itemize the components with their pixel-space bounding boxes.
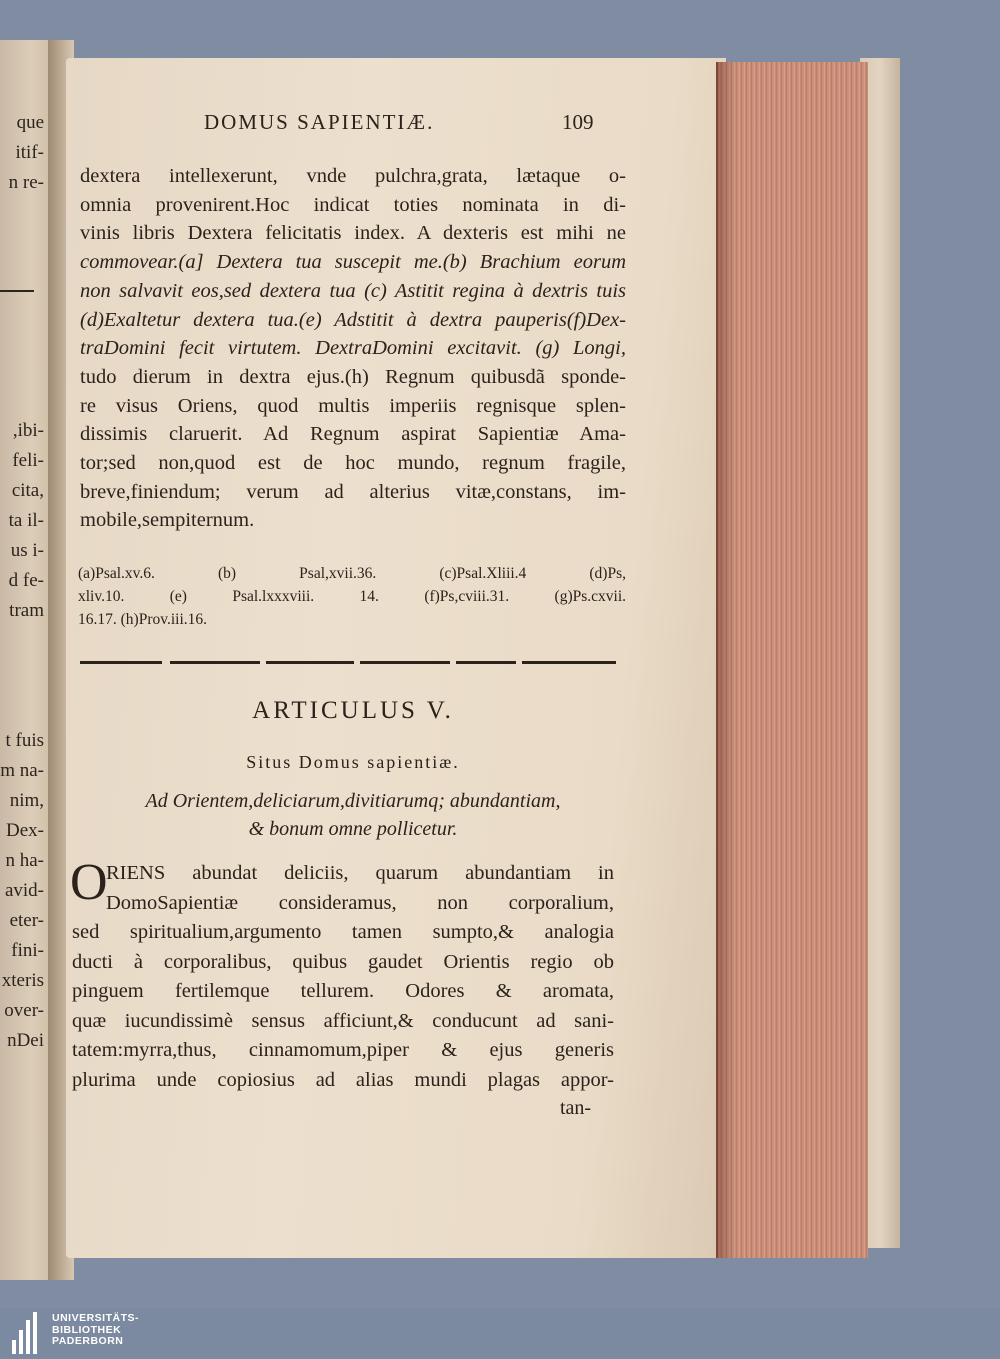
previous-page-fragment: nDei [7,1030,44,1051]
text-line: omnia provenirent.Hoc indicat toties nominata in di- [80,193,626,216]
previous-page [0,40,53,1280]
text-line: non salvavit eos,sed dextera tua (c) Astitit regina à dextris tuis [80,279,626,302]
previous-page-fragment: n ha- [5,850,44,871]
logo-bar [12,1340,16,1354]
previous-page-fragment: Dex- [6,820,44,841]
library-logo-icon [10,1312,46,1354]
logo-bar [19,1330,23,1354]
page-edges [716,62,868,1258]
previous-page-fragment: over- [4,1000,44,1021]
footer-bar [0,1308,1000,1359]
rule-segment [266,661,354,664]
article-subtitle: Situs Domus sapientiæ. [246,752,460,772]
previous-page-fragment: nim, [9,790,44,811]
body-line: pinguem fertilemque tellurem. Odores & aromata, [72,980,614,1002]
previous-page-rule [0,290,34,292]
previous-page-fragment: tram [9,600,44,621]
previous-page-fragment: cita, [11,480,44,501]
previous-page-fragment: m na- [0,760,44,781]
footnote-line: xliv.10. (e) Psal.lxxxviii. 14. (f)Ps,cviii.31. (g)Ps.cxvii. [78,588,626,605]
text-line: tor;sed non,quod est de hoc mundo, regnum fragile, [80,452,626,474]
text-line: traDomini fecit virtutem. DextraDomini excitavit. (g) Longi, [80,337,626,360]
logo-line: BIBLIOTHEK [52,1323,122,1336]
previous-page-fragment: itif- [15,142,44,163]
page-header [0,110,1000,140]
body-line: plurima unde copiosius ad alias mundi plagas appor- [72,1068,614,1091]
body-line: quæ iucundissimè sensus afficiunt,& conducunt ad sani- [72,1009,614,1032]
body-line: RIENS abundat deliciis, quarum abundantiam in [106,862,614,884]
rule-segment [360,661,450,664]
previous-page-fragment: que [16,112,44,133]
previous-page-fragment: t fuis [5,730,44,751]
article-title: ARTICULUS V. [252,697,454,724]
text-line: (d)Exaltetur dextera tua.(e) Adstitit à dextra pauperis(f)Dex- [80,308,626,331]
text-line: breve,finiendum; verum ad alterius vitæ,constans, im- [80,480,626,503]
previous-page-fragment: avid- [4,880,44,901]
text-line: dextera intellexerunt, vnde pulchra,grata, lætaque o- [80,165,626,187]
running-title: DOMUS SAPIENTIÆ. [204,110,435,134]
page-number: 109 [562,110,594,134]
previous-page-fragment: fini- [11,940,44,961]
text-line: tudo dierum in dextra ejus.(h) Regnum quibusdã sponde- [80,365,626,388]
text-line: commovear.(a] Dextera tua suscepit me.(b) Brachium eorum [80,251,626,274]
logo-bar [33,1312,37,1354]
body-line: tatem:myrra,thus, cinnamomum,piper & ejus generis [72,1039,614,1061]
catchword: tan- [560,1097,592,1119]
rule-segment [456,661,516,664]
previous-page-fragment: ,ibi- [12,420,44,441]
footnote-line: (a)Psal.xv.6. (b) Psal,xvii.36. (c)Psal.Xliii.4 (d)Ps, [78,565,626,582]
rule-segment [522,661,616,664]
logo-line: UNIVERSITÄTS- [52,1312,140,1324]
footnote-line: 16.17. (h)Prov.iii.16. [78,611,208,628]
text-line: dissimis claruerit. Ad Regnum aspirat Sapientiæ Ama- [80,423,626,446]
text-line: mobile,sempiternum. [80,509,255,532]
rule-segment [170,661,260,664]
body-line: DomoSapientiæ consideramus, non corporalium, [106,891,614,914]
previous-page-fragment: n re- [8,172,44,193]
body-line: ducti à corporalibus, quibus gaudet Orientis regio ob [72,950,614,973]
previous-page-fragment: eter- [9,910,44,931]
text-line: vinis libris Dextera felicitatis index. A dexteris est mihi ne [80,222,626,245]
previous-page-fragment: d fe- [8,570,44,591]
lemma-line: Ad Orientem,deliciarum,divitiarumq; abundantiam, [145,790,561,812]
previous-page-fragment: ta il- [8,510,44,531]
drop-cap: O [70,854,108,911]
previous-page-fragment: feli- [12,450,44,471]
lemma-line: & bonum omne pollicetur. [248,818,458,840]
rule-segment [80,661,162,664]
page-edges-shadow [716,62,736,1258]
logo-line: PADERBORN [52,1335,124,1347]
library-logo-text [52,1313,139,1348]
body-line: sed spiritualium,argumento tamen sumpto,& analogia [72,921,614,943]
text-line: re visus Oriens, quod multis imperiis regnisque splen- [80,394,626,417]
previous-page-fragment: xteris [1,970,44,991]
previous-page-fragment: us i- [10,540,44,561]
logo-bar [26,1320,30,1354]
